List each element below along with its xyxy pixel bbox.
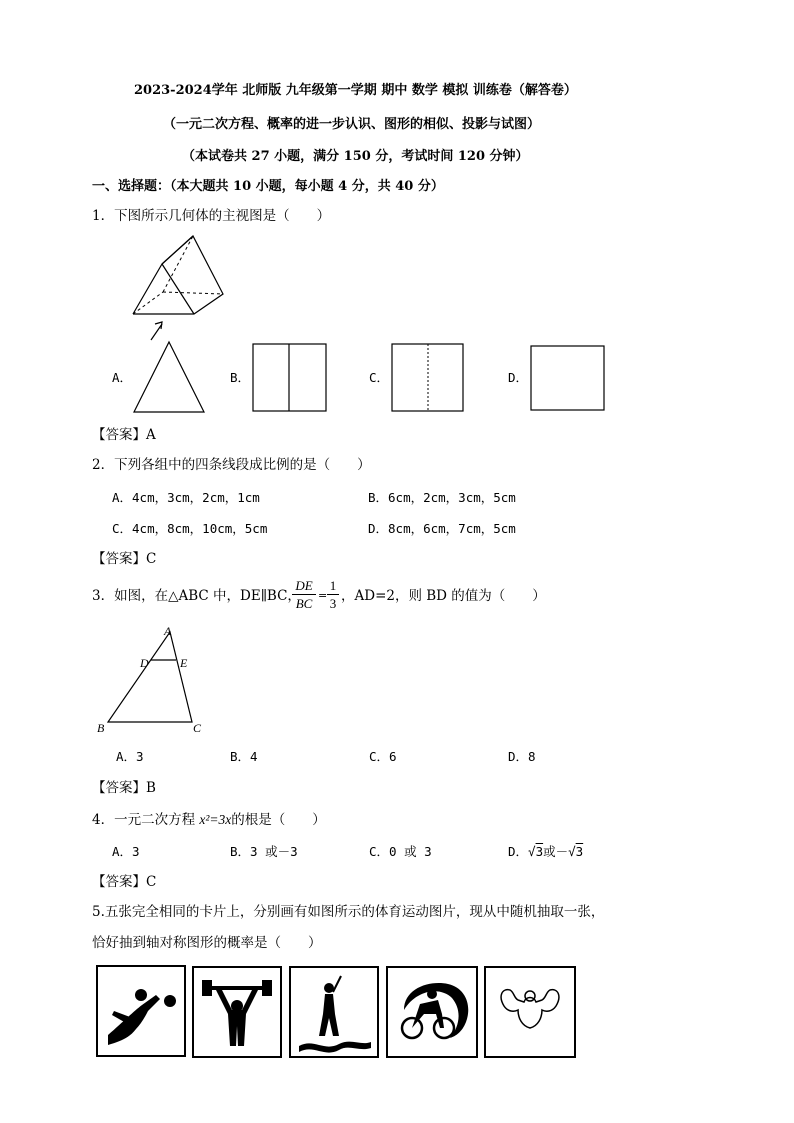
q3-label-e: E [180,656,188,670]
q1-answer: 【答案】A [92,427,156,443]
q2-option-d: D．8cm，6cm，7cm，5cm [368,521,516,536]
q3-equals: = [318,589,328,602]
q3-label-a: A [164,624,172,638]
q1-option-c-rect-dashed [391,343,465,413]
q5-stem-line1: 5.五张完全相同的卡片上，分别画有如图所示的体育运动图片，现从中随机抽取一张， [92,904,605,920]
q1-option-d-label: D． [508,370,529,385]
q4-option-d-root2: 3 [575,844,584,859]
q1-option-a-label: A． [112,370,133,385]
q3-frac2-den: 3 [329,596,337,611]
q2-option-a: A．4cm，3cm，2cm，1cm [112,490,260,505]
q3-fraction-one-third [327,579,339,610]
q4-equation: x²=3x [199,812,232,827]
q3-answer: 【答案】B [92,780,156,796]
q3-label-b: B [97,721,105,735]
q3-label-c: C [193,721,202,735]
q3-fraction-de-bc [292,579,316,610]
q4-option-d-mid: 或－ [543,844,569,859]
q3-frac-num: DE [295,578,313,593]
q1-option-b-label: B． [230,370,251,385]
sqrt-icon: √ [568,844,576,859]
q3-triangle-figure [96,624,206,736]
q4-stem [92,813,326,828]
q5-card-cycling-icon [386,966,478,1058]
q5-card-golf-icon [289,966,379,1058]
q4-option-c: C．0 或 3 [369,844,432,859]
q2-stem: 2．下列各组中的四条线段成比例的是（ ） [92,457,371,473]
q3-frac-den: BC [295,596,313,611]
q5-card-volleyball-icon [96,965,186,1057]
q4-option-b: B．3 或－3 [230,844,298,859]
q5-card-bodybuilding-icon [484,966,576,1058]
q1-option-b-rect-solid [252,343,328,413]
q4-stem-pre: 4．一元二次方程 [92,812,200,828]
q4-answer: 【答案】C [92,874,157,890]
q3-option-a: A．3 [116,749,144,764]
exam-info: （本试卷共 27 小题，满分 150 分，考试时间 120 分钟） [182,149,529,164]
exam-title: 2023-2024学年 北师版 九年级第一学期 期中 数学 模拟 训练卷（解答卷） [134,83,577,98]
q4-option-d-prefix: D． [508,844,529,859]
q1-stem: 1．下图所示几何体的主视图是（ ） [92,208,331,224]
q2-answer: 【答案】C [92,551,157,567]
section-heading: 一、选择题：（本大题共 10 小题，每小题 4 分，共 40 分） [92,179,444,194]
sqrt-icon: √ [528,844,536,859]
q1-option-a-triangle [132,340,206,414]
q1-prism-figure [128,232,228,342]
q5-stem-line2: 恰好抽到轴对称图形的概率是（ ） [92,935,322,951]
q3-stem-pre: 3．如图，在△ABC 中，DE∥BC， [92,588,301,604]
q2-option-b: B．6cm，2cm，3cm，5cm [368,490,516,505]
q3-option-d: D．8 [508,749,536,764]
q3-stem-post: ，AD=2，则 BD 的值为（ ） [341,588,546,604]
q3-option-b: B．4 [230,749,258,764]
q3-frac2-num: 1 [329,578,337,593]
q4-option-a: A．3 [112,844,140,859]
q1-option-d-rect [530,345,606,412]
exam-subtitle: （一元二次方程、概率的进一步认识、图形的相似、投影与试图） [163,117,541,132]
q4-option-d [508,846,583,859]
q5-card-weightlifting-icon [192,966,282,1058]
q4-stem-post: 的根是（ ） [231,812,326,828]
q2-option-c: C．4cm，8cm，10cm，5cm [112,521,268,536]
q1-option-c-label: C． [369,370,390,385]
q3-option-c: C．6 [369,749,397,764]
q3-label-d: D [140,656,149,670]
q4-option-d-root1: 3 [535,844,544,859]
